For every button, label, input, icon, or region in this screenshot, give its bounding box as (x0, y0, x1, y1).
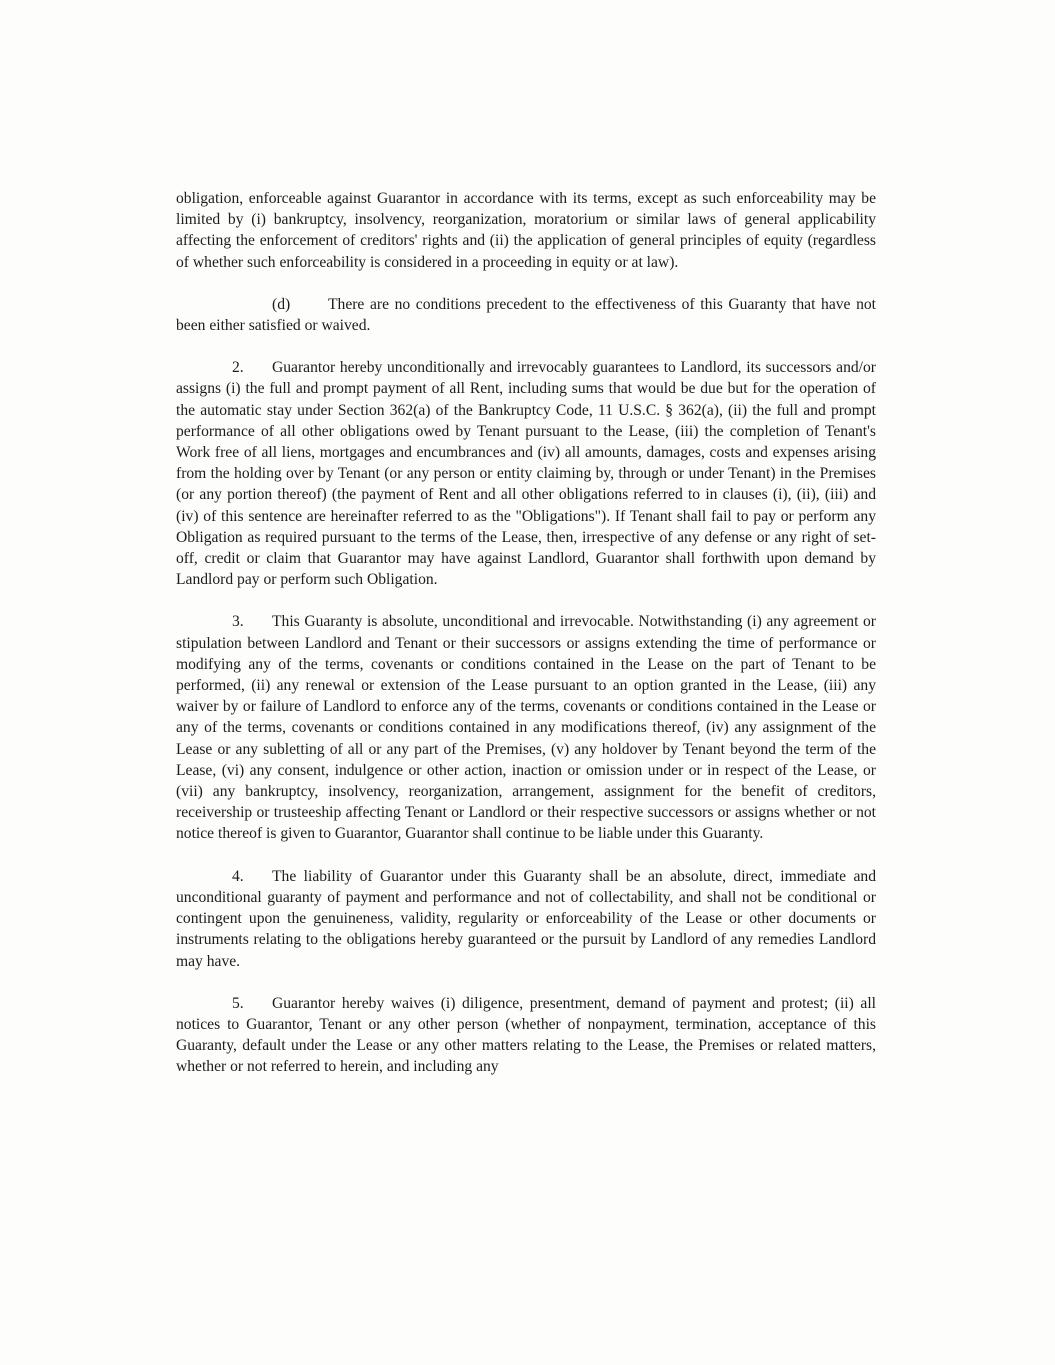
paragraph-marker: 5. (232, 994, 244, 1012)
paragraph-text: There are no conditions precedent to the effectiveness of this Guaranty that have not been either satisfied or waived. (176, 295, 876, 335)
paragraph-marker: 4. (232, 867, 244, 885)
paragraph-text: This Guaranty is absolute, unconditional and irrevocable. Notwithstanding (i) any agreement or stipulation between Landlord and Tenant or their successors or assigns extending the time of performance or modifying any of the terms, covenants or conditions contained in the Lease on the part of Tenant to be performed, (ii) any renewal or extension of the Lease pursuant to an option granted in the Lease, (iii) any waiver by or failure of Landlord to enforce any of the terms, covenants or conditions contained in the Lease or any of the terms, covenants or conditions contained in any modifications thereof, (iv) any assignment of the Lease or any subletting of all or any part of the Premises, (v) any holdover by Tenant beyond the term of the Lease, (vi) any consent, indulgence or other action, inaction or omission under or in respect of the Lease, or (vii) any bankruptcy, insolvency, reorganization, arrangement, assignment for the benefit of creditors, receivership or trusteeship affecting Tenant or Landlord or their respective successors or assigns whether or not notice thereof is given to Guarantor, Guarantor shall continue to be liable under this Guaranty. (176, 613, 876, 843)
paragraph-text: Guarantor hereby waives (i) diligence, presentment, demand of payment and protest; (ii) all notices to Guarantor, Tenant or any other person (whether of nonpayment, termination, acceptance of this Guaranty, default under the Lease or any other matters relating to the Lease, the Premises or related matters, whether or not referred to herein, and including any (176, 994, 876, 1076)
paragraph-marker: 3. (232, 613, 244, 631)
paragraph-text: The liability of Guarantor under this Guaranty shall be an absolute, direct, immediate and unconditional guaranty of payment and performance and not of collectability, and shall not be conditional or contingent upon the genuineness, validity, regularity or enforceability of the Lease or other documents or instruments relating to the obligations hereby guaranteed or the pursuit by Landlord of any remedies Landlord may have. (176, 867, 876, 970)
paragraph-text: Guarantor hereby unconditionally and irrevocably guarantees to Landlord, its successors and/or assigns (i) the full and prompt payment of all Rent, including sums that would be due but for the operation of the automatic stay under Section 362(a) of the Bankruptcy Code, 11 U.S.C. § 362(a), (ii) the full and prompt performance of all other obligations owed by Tenant pursuant to the Lease, (iii) the completion of Tenant's Work free of all liens, mortgages and encumbrances and (iv) all amounts, damages, costs and expenses arising from the holding over by Tenant (or any person or entity claiming by, through or under Tenant) in the Premises (or any portion thereof) (the payment of Rent and all other obligations referred to in clauses (i), (ii), (iii) and (iv) of this sentence are hereinafter referred to as the "Obligations"). If Tenant shall fail to pay or perform any Obligation as required pursuant to the terms of the Lease, then, irrespective of any defense or any right of set-off, credit or claim that Guarantor may have against Landlord, Guarantor shall forthwith upon demand by Landlord pay or perform such Obligation. (176, 359, 876, 589)
paragraph-text: obligation, enforceable against Guarantor in accordance with its terms, except as such enforceability may be limited by (i) bankruptcy, insolvency, reorganization, moratorium or similar laws of general applicability affecting the enforcement of creditors' rights and (ii) the application of general principles of equity (regardless of whether such enforceability is considered in a proceeding in equity or at law). (176, 190, 876, 271)
document-body (176, 188, 876, 1078)
paragraph-continuation (176, 188, 876, 273)
paragraph-marker: 2. (232, 359, 244, 377)
paragraph-section-5 (176, 993, 876, 1078)
paragraph-section-3 (176, 611, 876, 844)
paragraph-section-4 (176, 866, 876, 972)
paragraph-marker: (d) (272, 295, 291, 313)
paragraph-section-2 (176, 357, 876, 590)
paragraph-subsection-d (176, 294, 876, 336)
